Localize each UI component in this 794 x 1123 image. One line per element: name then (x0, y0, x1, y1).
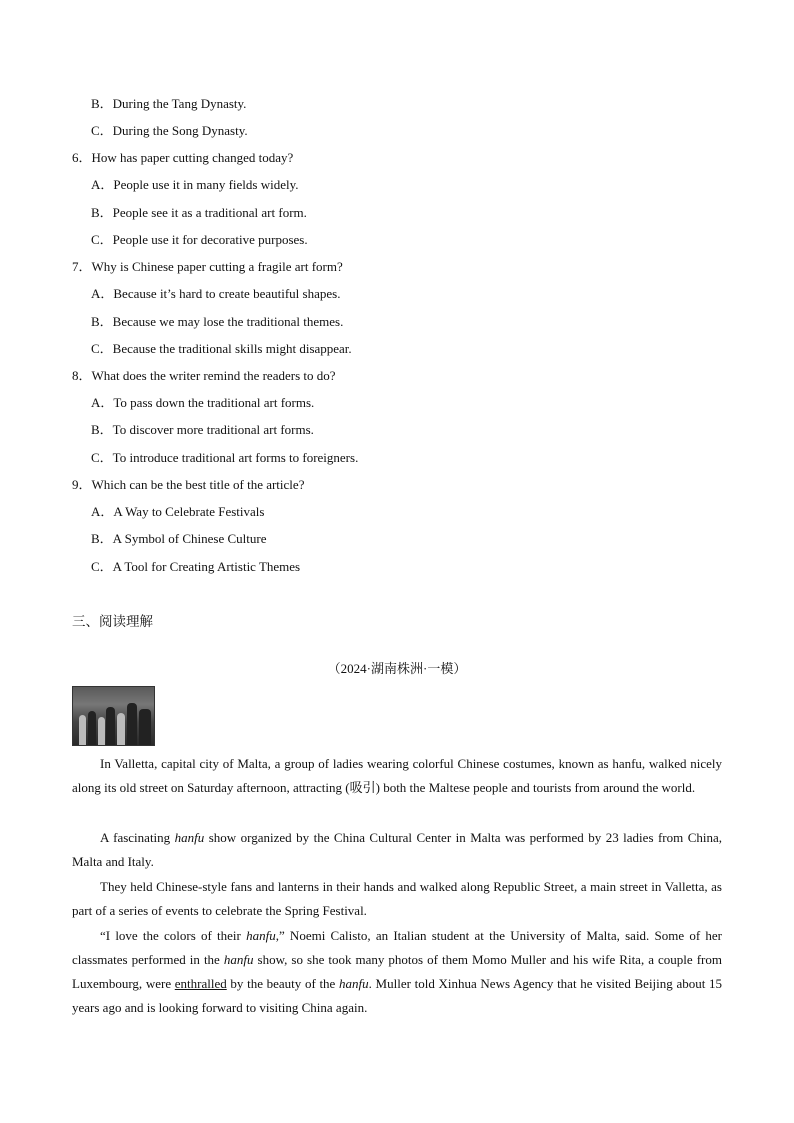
option-8b: B．To discover more traditional art forms. (91, 422, 314, 437)
option-9c: C．A Tool for Creating Artistic Themes (91, 559, 301, 574)
option-5c: C．During the Song Dynasty. (91, 123, 248, 138)
option-6b: B．People see it as a traditional art form. (91, 205, 307, 220)
paragraph-3: They held Chinese-style fans and lanterns in their hands and walked along Republic Street, a main street in Valletta, as part of a series of events to celebrate the Spring Festival. (72, 879, 722, 918)
paragraph-1: In Valletta, capital city of Malta, a group of ladies wearing colorful Chinese costumes, known as hanfu, walked nicely along its old street on Saturday afternoon, attracting (吸引) both the Maltese people and tourists from around the world. (72, 756, 722, 795)
option-7b: B．Because we may lose the traditional themes. (91, 314, 344, 329)
option-8c: C．To introduce traditional art forms to foreigners. (91, 450, 359, 465)
question-6: 6．How has paper cutting changed today? (72, 150, 294, 165)
section-heading: 三、阅读理解 (72, 614, 153, 629)
option-7a: A．Because it’s hard to create beautiful shapes. (91, 286, 341, 301)
option-5b: B．During the Tang Dynasty. (91, 96, 247, 111)
underlined-word: enthralled (174, 976, 227, 991)
paragraph-2: A fascinating hanfu show organized by the China Cultural Center in Malta was performed by 23 ladies from China, Malta and Italy. (72, 830, 722, 869)
question-8: 8．What does the writer remind the readers to do? (72, 368, 336, 383)
hanfu-parade-photo (72, 686, 155, 746)
option-7c: C．Because the traditional skills might disappear. (91, 341, 352, 356)
option-6c: C．People use it for decorative purposes. (91, 232, 308, 247)
source-note: （2024·湖南株洲·一模） (327, 661, 467, 676)
option-9b: B．A Symbol of Chinese Culture (91, 531, 267, 546)
option-9a: A．A Way to Celebrate Festivals (91, 504, 265, 519)
option-6a: A．People use it in many fields widely. (91, 177, 299, 192)
question-7: 7．Why is Chinese paper cutting a fragile art form? (72, 259, 343, 274)
option-8a: A．To pass down the traditional art forms. (91, 395, 315, 410)
question-9: 9．Which can be the best title of the article? (72, 477, 305, 492)
paragraph-4: “I love the colors of their hanfu,” Noemi Calisto, an Italian student at the University of Malta, said. Some of her classmates performed in the hanfu show, so she took many photos of them Momo Muller and his wife Rita, a couple from Luxembourg, were enthralled by the beauty of the hanfu. Muller told Xinhua News Agency that he visited Beijing about 15 years ago and is looking forward to visiting China again. (72, 928, 722, 1015)
